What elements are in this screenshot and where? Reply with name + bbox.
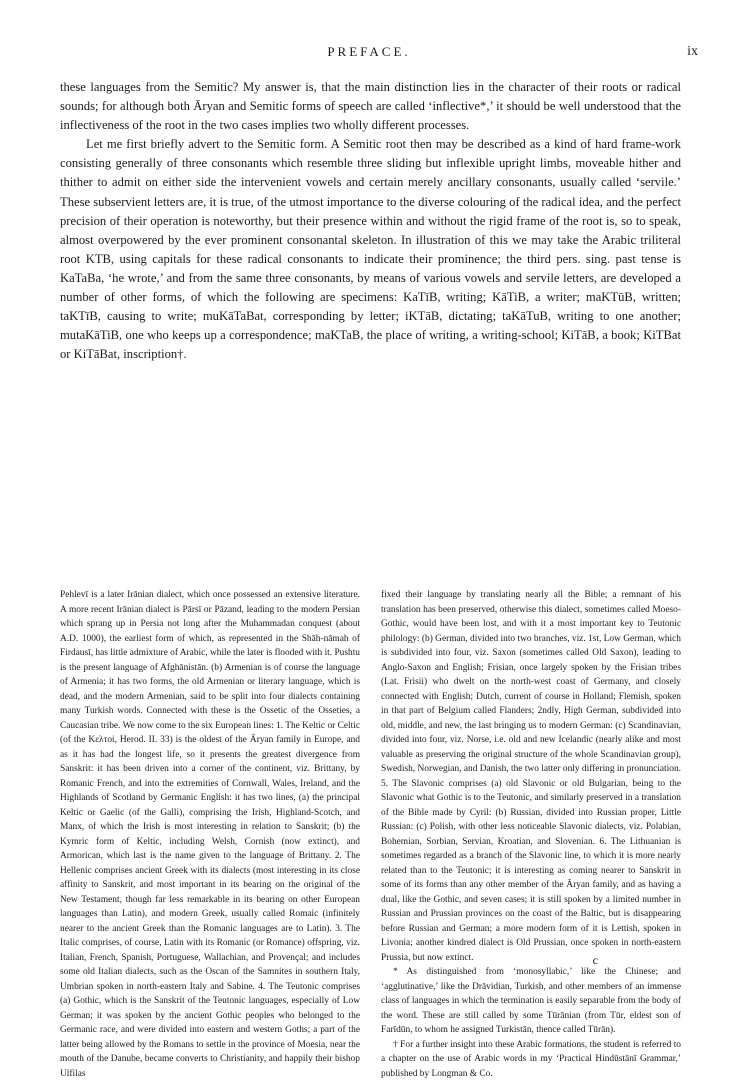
footnote-asterisk: * As distinguished from ‘monosyllabic,’ like the Chinese; and ‘agglutinative,’ like the Drāvidian, Turkish, and other members of an immense class of languages in which the termination is easily separable from the body of the word. These are still called by some Tūrānian (from Tūr, eldest son of Farīdūn, to whom he assigned Turkistān, thence called Tūrān). — [381, 965, 681, 1038]
footnote-continuation-left: Pehlevī is a later Irānian dialect, which once possessed an extensive literature. A more recent Irānian dialect is Pārsī or Pāzand, leading to the modern Persian which sprang up in Persia not long after the Muhammadan conquest (about A.D. 1000), the earliest form of which, as represented in the Shāh-nāmah of Firdausī, has little admixture of Arabic, while the later is flooded with it. Pushtu is the present language of Afghānistān. (b) Armenian is of course the language of Armenia; it has two forms, the old Armenian or literary language, which is dead, and the modern Armenian, said to be split into four dialects containing many Turkish words. Connected with these is the Ossetic of the Osseties, a Caucasian tribe. We now come to the six European lines: 1. The Keltic or Celtic (of the Κελτοί, Herod. II. 33) is the oldest of the Āryan family in Europe, and as it has had the longest life, so it presents the greatest divergence from Sanskrit: it has been driven into a corner of the continent, viz. Brittany, by Romanic French, and into the extremities of Cornwall, Wales, Ireland, and the Highlands of Scotland by Germanic English: it has two lines, (a) the principal Keltic or Gaelic (of the Galli), comprising the Irish, Highland-Scotch, and Manx, of which the Irish is most interesting in relation to Sanskrit; (b) the Kymric form of Keltic, including Welsh, Cornish (now extinct), and Armorican, which last is the name given to the language of Brittany. 2. The Hellenic comprises ancient Greek with its dialects (most interesting in its close affinity to Sanskrit, and most important in its bearing on the original of the New Testament, though far less remarkable in its bearing on other European languages than Latin), and modern Greek, usually called Romaic (infinitely nearer to the ancient Greek than the Romanic languages are to Latin). 3. The Italic comprises, of course, Latin with its Romanic (or Romance) offspring, viz. Italian, French, Spanish, Portuguese, Wallachian, and Provençal; and includes some old Italian dialects, such as the Oscan of the Samnites in southern Italy, Umbrian spoken in north-eastern Italy and Sabine. 4. The Teutonic comprises (a) Gothic, which is the Sanskrit of the Teutonic languages, especially of Low German; it was spoken by the ancient Gothic peoples who belonged to the Germanic race, and were divided into eastern and western Goths; a part of the latter being allowed by the Romans to settle in the province of Moesia, near the mouth of the Danube, became converts to Christianity, and happily their bishop Ulfilas — [60, 588, 360, 1081]
signature-mark: c — [593, 953, 598, 968]
body-paragraph-2: Let me first briefly advert to the Semitic form. A Semitic root then may be described as a kind of hard frame-work consisting generally of three consonants which resemble three sliding but inflexible upright limbs, moveable hither and thither to admit on either side the intervenient vowels and certain merely ancillary consonants, usually called ‘servile.’ These subservient letters are, it is true, of the utmost importance to the diverse colouring of the radical idea, and the perfect precision of their operation is noteworthy, but their presence within and without the rigid frame of the root is, so to speak, almost overpowered by the ever prominent consonantal skeleton. In illustration of this we may take the Arabic triliteral root KTB, using capitals for these radical consonants to indicate their prominence; the third pers. sing. past tense is KaTaBa, ‘he wrote,’ and from the same three consonants, by means of various vowels and servile letters, are developed a number of other forms, of which the following are specimens: KaTīB, writing; KāTiB, a writer; maKTūB, written; taKTīB, causing to write; muKāTaBat, corresponding by letter; iKTāB, dictating; taKāTuB, writing to one another; mutaKāTiB, one who keeps up a correspondence; maKTaB, the place of writing, a writing-school; KiTāB, a book; KiTBat or KiTāBat, inscription†. — [60, 135, 681, 364]
body-paragraph-1: these languages from the Semitic? My answer is, that the main distinction lies in the character of their roots or radical sounds; for although both Āryan and Semitic forms of speech are called ‘inflective*,’ it should be well understood that the inflectiveness of the root in the two cases implies two wholly different processes. — [60, 78, 681, 135]
footnote-continuation-right: fixed their language by translating nearly all the Bible; a remnant of his translation has been preserved, otherwise this dialect, sometimes called Moeso-Gothic, would have been lost, and with it a most important key to Teutonic philology: (b) German, divided into two branches, viz. 1st, Low German, which is subdivided into four, viz. Saxon (sometimes called Old Saxon), leading to Anglo-Saxon and English; Frisian, once largely spoken by the Frisian tribes (Lat. Frisii) who dwelt on the north-west coast of Germany, and closely connected with English; Dutch, current of course in Holland; Flemish, spoken in that part of Belgium called Flanders; 2ndly, High German, subdivided into old, middle, and new, the last bringing us to modern German: (c) Scandinavian, divided into four, viz. Norse, i.e. old and new Icelandic (nearly alike and most valuable as preserving the original structure of the whole Scandinavian group), Swedish, Norwegian, and Danish, the two latter only differing in pronunciation. 5. The Slavonic comprises (a) old Slavonic or old Bulgarian, being to the Slavonic what Gothic is to the Teutonic, and similarly preserved in a translation of the Bible made by Cyril: (b) Russian, divided into Russian proper, Little Russian: (c) Polish, with other less noticeable Slavonic dialects, viz. Polabian, Bohemian, Sorbian, Servian, Kroatian, and Slovenian. 6. The Lithuanian is sometimes regarded as a branch of the Slavonic line, to which it is more nearly related than to the Teutonic; it is interesting as coming nearer to Sanskrit in some of its forms than any other member of the Āryan family, and as having a dual, like the Gothic, and seven cases; it is still spoken by a limited number in Russian and Prussian provinces on the coast of the Baltic, but is disappearing before Russian and German; a more modern form of it is Lettish, spoken in Livonia; another kindred dialect is Old Prussian, once spoken in north-eastern Prussia, but now extinct. — [381, 588, 681, 965]
running-head — [0, 44, 738, 64]
main-text — [60, 78, 681, 364]
page-number: ix — [687, 44, 698, 60]
footnotes — [60, 588, 681, 1081]
footnote-dagger: † For a further insight into these Arabic formations, the student is referred to a chapter on the use of Arabic words in my ‘Practical Hindūstānī Grammar,’ published by Longman & Co. — [381, 1038, 681, 1081]
footnote-column-left — [60, 588, 360, 1081]
footnote-column-right — [381, 588, 681, 1081]
page-header-title: PREFACE. — [0, 44, 738, 60]
